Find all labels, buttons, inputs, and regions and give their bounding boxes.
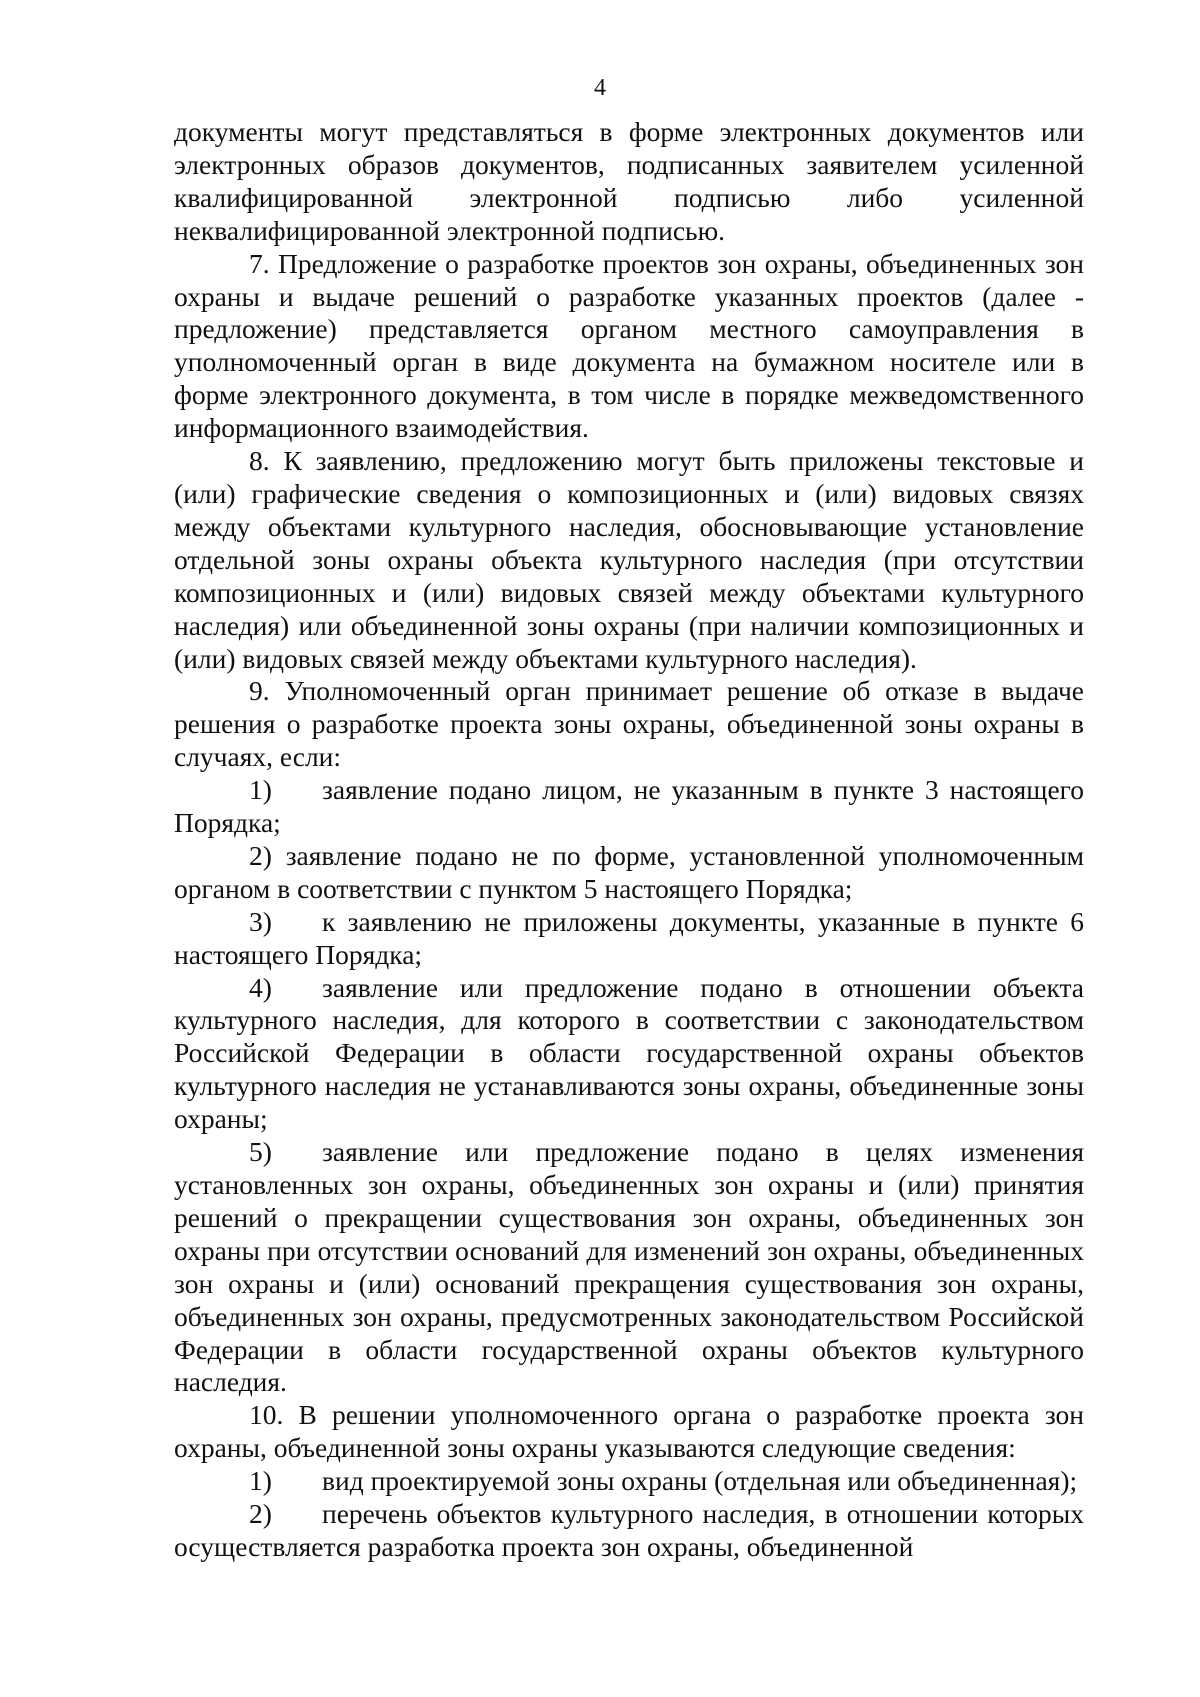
- paragraph-9-item-1: [174, 774, 1084, 840]
- item-number: 4): [249, 971, 272, 1003]
- paragraph-10: 10. В решении уполномоченного органа о разработке проекта зон охраны, объединенной зоны охраны указываются следующие сведения:: [174, 1399, 1084, 1464]
- item-text: заявление или предложение подано в отношении объекта культурного наследия, для которого в соответствии с законодательством Российской Федерации в области государственной охраны объектов культурного наследия не устанавливаются зоны охраны, объединенные зоны охраны;: [174, 971, 1084, 1135]
- item-text: вид проектируемой зоны охраны (отдельная или объединенная);: [322, 1465, 1078, 1497]
- paragraph-intro: документы могут представляться в форме электронных документов или электронных образов документов, подписанных заявителем усиленной квалифицированной электронной подписью либо усиленной неквалифицированной электронной подписью.: [174, 116, 1084, 246]
- paragraph-10-item-2: [174, 1498, 1084, 1564]
- item-text: перечень объектов культурного наследия, в отношении которых осуществляется разработка проекта зон охраны, объединенной: [174, 1498, 1084, 1562]
- item-number: 2): [249, 839, 272, 871]
- paragraph-9-item-3: [174, 906, 1084, 972]
- item-text: заявление или предложение подано в целях изменения установленных зон охраны, объединенных зон охраны и (или) принятия решений о прекращении существования зон охраны, объединенных зон охраны при отсутствии оснований для изменений зон охраны, объединенных зон охраны и (или) оснований прекращения существования зон охраны, объединенных зон охраны, предусмотренных законодательством Российской Федерации в области государственной охраны объектов культурного наследия.: [174, 1136, 1084, 1398]
- item-text: к заявлению не приложены документы, указанные в пункте 6 настоящего Порядка;: [174, 905, 1084, 970]
- paragraph-7: 7. Предложение о разработке проектов зон охраны, объединенных зон охраны и выдаче решений о разработке указанных проектов (далее - предложение) представляется органом местного самоуправления в уполномоченный орган в виде документа на бумажном носителе или в форме электронного документа, в том числе в порядке межведомственного информационного взаимодействия.: [174, 247, 1084, 444]
- page-number: 4: [594, 75, 606, 101]
- paragraph-9-item-2: [174, 840, 1084, 906]
- paragraph-9: 9. Уполномоченный орган принимает решение об отказе в выдаче решения о разработке проекта зоны охраны, объединенной зоны охраны в случаях, если:: [174, 675, 1084, 773]
- item-number: 3): [249, 905, 272, 937]
- paragraph-8: 8. К заявлению, предложению могут быть приложены текстовые и (или) графические сведения о композиционных и (или) видовых связях между объектами культурного наследия, обосновывающие установление отдельной зоны охраны объекта культурного наследия (при отсутствии композиционных и (или) видовых связей между объектами культурного наследия) или объединенной зоны охраны (при наличии композиционных и (или) видовых связей между объектами культурного наследия).: [174, 445, 1084, 674]
- item-number: 2): [249, 1498, 272, 1530]
- paragraph-9-item-4: [174, 972, 1084, 1137]
- item-number: 1): [249, 1465, 272, 1497]
- paragraph-9-item-5: [174, 1136, 1084, 1399]
- item-text: заявление подано не по форме, установленной уполномоченным органом в соответствии с пунктом 5 настоящего Порядка;: [174, 839, 1085, 904]
- item-number: 5): [249, 1136, 272, 1168]
- document-body: [174, 116, 1084, 1564]
- paragraph-10-item-1: [174, 1465, 1084, 1498]
- item-text: заявление подано лицом, не указанным в пункте 3 настоящего Порядка;: [174, 774, 1084, 839]
- item-number: 1): [249, 774, 272, 806]
